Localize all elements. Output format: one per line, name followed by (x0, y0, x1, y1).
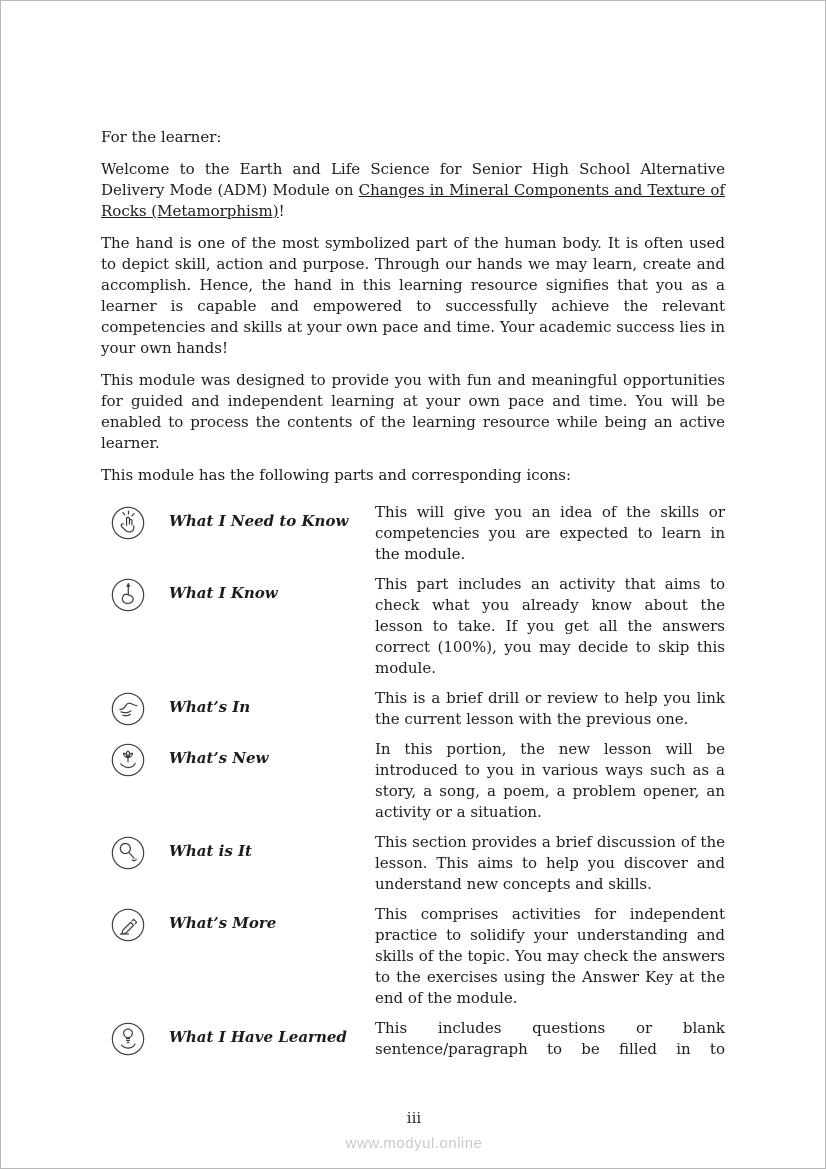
part-label: What I Need to Know (169, 512, 349, 530)
pointing-hand-click-icon (109, 504, 147, 542)
module-part-row (101, 574, 725, 679)
part-description: This is a brief drill or review to help you link the current lesson with the previous one. (375, 689, 725, 728)
icon-cell (101, 574, 169, 614)
page-footer (1, 1109, 826, 1168)
icon-cell (101, 739, 169, 779)
part-label: What’s More (169, 914, 277, 932)
icon-cell (101, 502, 169, 542)
part-label: What’s New (169, 749, 269, 767)
part-description: This part includes an activity that aims to check what you already know about the lesson to take. If you get all the answers correct (100%), you may decide to skip this module. (375, 575, 725, 677)
hand-writing-icon (109, 906, 147, 944)
hand-symbolism-paragraph: The hand is one of the most symbolized part of the human body. It is often used to depict skill, action and purpose. Through our hands we may learn, create and accomplish. Hence, the hand in this learning resource signifies that you as a learner is capable and empowered to successfully achieve the relevant competencies and skills at your own pace and time. Your academic success lies in your own hands! (101, 234, 725, 357)
part-label: What I Have Learned (169, 1028, 347, 1046)
part-label: What is It (169, 842, 252, 860)
module-part-row (101, 904, 725, 1009)
open-hand-icon (109, 690, 147, 728)
watermark: www.modyul.online (345, 1135, 483, 1152)
part-label: What I Know (169, 584, 278, 602)
hand-with-lightbulb-icon (109, 1020, 147, 1058)
module-part-row (101, 1018, 725, 1060)
salutation: For the learner: (101, 128, 222, 146)
magnifying-glass-icon (109, 834, 147, 872)
welcome-paragraph (101, 159, 725, 222)
parts-intro-line: This module has the following parts and corresponding icons: (101, 466, 572, 484)
part-description: This comprises activities for independent practice to solidify your understanding and skills of the topic. You may check the answers to the exercises using the Answer Key at the end of the module. (375, 905, 725, 1007)
module-design-paragraph: This module was designed to provide you with fun and meaningful opportunities for guided and independent learning at your own pace and time. You will be enabled to process the contents of the learning resource while being an active learner. (101, 371, 725, 452)
part-description: This includes questions or blank sentence/paragraph to be filled in to (375, 1019, 725, 1058)
welcome-text: Welcome to the Earth and Life Science for Senior High School Alternative Delivery Mode (ADM) Module on (101, 160, 725, 199)
module-part-row (101, 832, 725, 895)
page-number: iii (406, 1109, 422, 1127)
module-part-row (101, 688, 725, 730)
module-title-underlined: Changes in Mineral Components and Texture of Rocks (Metamorphism) (101, 181, 725, 220)
part-label: What’s In (169, 698, 251, 716)
module-parts-table (101, 502, 725, 1060)
icon-cell (101, 904, 169, 944)
welcome-exclamation: ! (278, 202, 285, 220)
part-description: This will give you an idea of the skills or competencies you are expected to learn in the module. (375, 503, 725, 563)
icon-cell (101, 688, 169, 728)
part-description: In this portion, the new lesson will be introduced to you in various ways such as a story, a song, a poem, a problem opener, an activity or a situation. (375, 740, 725, 821)
icon-cell (101, 1018, 169, 1058)
icon-cell (101, 832, 169, 872)
hand-holding-pencil-icon (109, 576, 147, 614)
module-part-row (101, 502, 725, 565)
hand-with-sprout-icon (109, 741, 147, 779)
part-description: This section provides a brief discussion of the lesson. This aims to help you discover and understand new concepts and skills. (375, 833, 725, 893)
module-part-row (101, 739, 725, 823)
